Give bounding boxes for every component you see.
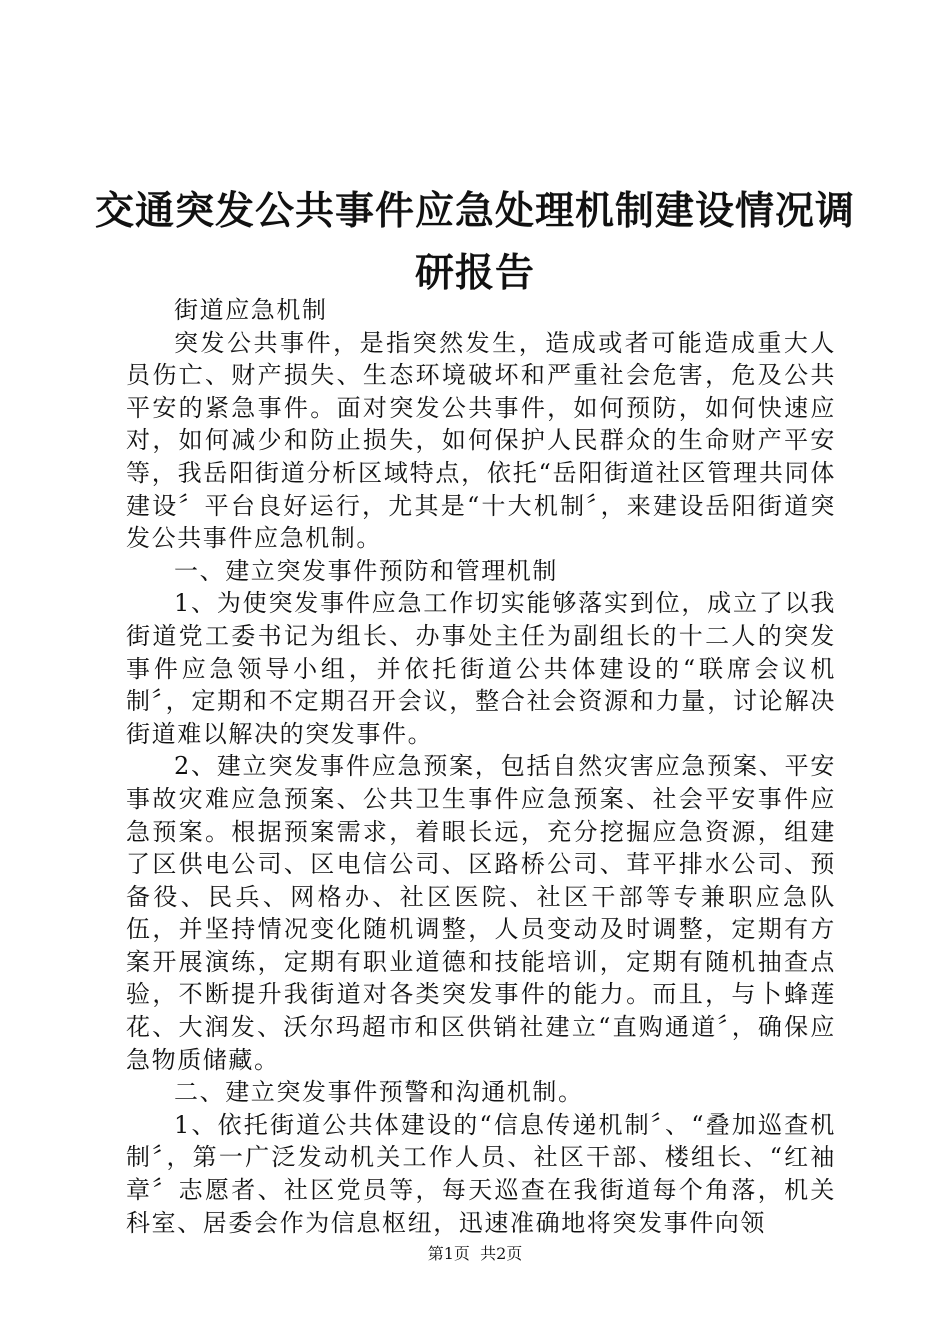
page-total: 共2页 — [480, 1244, 523, 1263]
paragraph-intro: 突发公共事件，是指突然发生，造成或者可能造成重大人员伤亡、财产损失、生态环境破坏和严重社会危害，危及公共平安的紧急事件。面对突发公共事件，如何预防，如何快速应对，如何减少和防止损失，如何保护人民群众的生命财产平安等，我岳阳街道分析区域特点，依托“岳阳街道社区管理共同体建设〞平台良好运行，尤其是“十大机制〞，来建设岳阳街道突发公共事件应急机制。 — [126, 328, 836, 553]
document-title: 交通突发公共事件应急处理机制建设情况调研报告 — [94, 188, 855, 296]
paragraph-heading-street: 街道应急机制 — [174, 296, 328, 324]
section-heading-1: 一、建立突发事件预防和管理机制 — [174, 556, 558, 585]
paragraph-2-1: 1、依托街道公共体建设的“信息传递机制〞、“叠加巡查机制〞，第一广泛发动机关工作人员、社区干部、楼组长、“红袖章〞志愿者、社区党员等，每天巡查在我街道每个角落，机关科室、居委会作为信息枢纽，迅速准确地将突发事件向领 — [126, 1110, 836, 1237]
section-heading-2: 二、建立突发事件预警和沟通机制。 — [174, 1078, 584, 1107]
paragraph-1-1: 1、为使突发事件应急工作切实能够落实到位，成立了以我街道党工委书记为组长、办事处主任为副组长的十二人的突发事件应急领导小组，并依托街道公共体建设的“联席会议机制〞，定期和不定期召开会议，整合社会资源和力量，讨论解决街道难以解决的突发事件。 — [126, 589, 836, 748]
document-body — [126, 294, 836, 1239]
paragraph-1-2: 2、建立突发事件应急预案，包括自然灾害应急预案、平安事故灾难应急预案、公共卫生事件应急预案、社会平安事件应急预案。根据预案需求，着眼长远，充分挖掘应急资源，组建了区供电公司、区电信公司、区路桥公司、茸平排水公司、预备役、民兵、网格办、社区医院、社区干部等专兼职应急队伍，并坚持情况变化随机调整，人员变动及时调整，定期有方案开展演练，定期有职业道德和技能培训，定期有随机抽查点验，不断提升我街道对各类突发事件的能力。而且，与卜蜂莲花、大润发、沃尔玛超市和区供销社建立“直购通道〞，确保应急物质储藏。 — [126, 752, 836, 1074]
page-footer — [0, 1244, 950, 1264]
page-number: 第1页 — [427, 1244, 470, 1263]
